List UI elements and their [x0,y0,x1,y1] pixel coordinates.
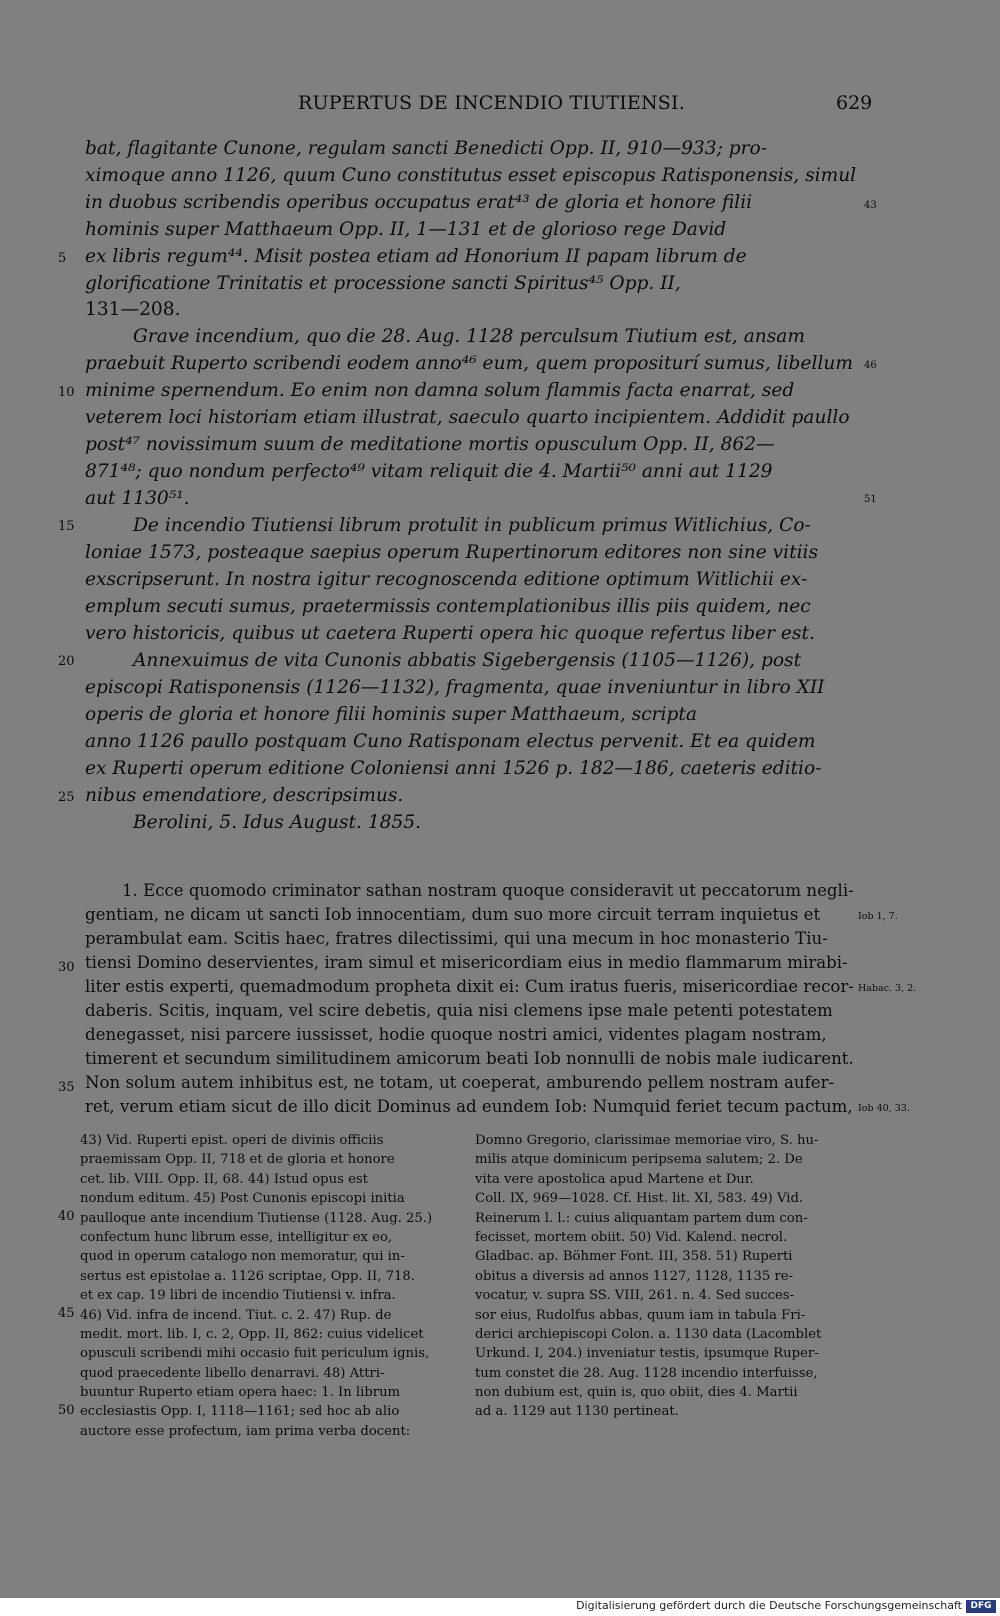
preface-line: 871⁴⁸; quo nondum perfecto⁴⁹ vitam reliquit die 4. Martii⁵⁰ anni aut 1129 [85,461,773,482]
margin-reference: Iob 40, 33. [858,1103,910,1114]
line-number: 15 [58,519,75,534]
text-line: Non solum autem inhibitus est, ne totam, ut coeperat, amburendo pellem nostram aufer- [85,1073,835,1092]
line-number: 35 [58,1080,75,1095]
preface-line: praebuit Ruperto scribendi eodem anno⁴⁶ eum, quem propositurí sumus, libellum [85,353,853,374]
footnote-line: opusculi scribendi mihi occasio fuit periculum ignis, [80,1346,430,1362]
preface-line: aut 1130⁵¹. [85,488,190,509]
footnote-line: praemissam Opp. II, 718 et de gloria et honore [80,1152,395,1168]
page-header [0,92,1000,122]
footnote-line: obitus a diversis ad annos 1127, 1128, 1135 re- [475,1268,794,1284]
footnote-line: derici archiepiscopi Colon. a. 1130 data (Lacomblet [475,1326,822,1342]
text-line: daberis. Scitis, inquam, vel scire debetis, quia nisi clemens ipse male petenti potestatem [85,1001,833,1020]
line-number: 45 [58,1306,75,1321]
preface-line: Grave incendium, quo die 28. Aug. 1128 perculsum Tiutium est, ansam [133,326,806,347]
preface-line: bat, flagitante Cunone, regulam sancti Benedicti Opp. II, 910—933; pro- [85,138,768,159]
preface-line: minime spernendum. Eo enim non damna solum flammis facta enarrat, sed [85,380,795,401]
footnote-line: fecisset, mortem obiit. 50) Vid. Kalend. necrol. [475,1229,788,1245]
line-number: 20 [58,654,75,669]
line-number: 50 [58,1403,75,1418]
footnote-line: 46) Vid. infra de incend. Tiut. c. 2. 47) Rup. de [80,1307,392,1323]
footnote-line: confectum hunc librum esse, intelligitur ex eo, [80,1229,393,1245]
footnote-line: Coll. IX, 969—1028. Cf. Hist. lit. XI, 583. 49) Vid. [475,1191,804,1207]
preface-line: episcopi Ratisponensis (1126—1132), fragmenta, quae inveniuntur in libro XII [85,677,825,698]
footnote-line: tum constet die 28. Aug. 1128 incendio interfuisse, [475,1365,818,1381]
line-number: 40 [58,1209,75,1224]
line-number: 5 [58,251,67,266]
text-line: denegasset, nisi parcere iussisset, hodie quoque nostri amici, videntes plagam nostram, [85,1025,827,1044]
preface-line: glorificatione Trinitatis et processione sancti Spiritus⁴⁵ Opp. II, [85,273,681,294]
preface-line: nibus emendatiore, descripsimus. [85,785,404,806]
footnote-line: buuntur Ruperto etiam opera haec: 1. In librum [80,1385,401,1401]
preface-line: post⁴⁷ novissimum suum de meditatione mortis opusculum Opp. II, 862— [85,434,775,455]
line-number: 30 [58,960,75,975]
footnote-line: Gladbac. ap. Böhmer Font. III, 358. 51) Ruperti [475,1249,793,1265]
preface-line: operis de gloria et honore filii hominis super Matthaeum, scripta [85,704,697,725]
side-number: 46 [864,360,877,371]
text-line: ret, verum etiam sicut de illo dicit Dominus ad eundem Iob: Numquid feriet tecum pactum, [85,1097,853,1116]
page-number: 629 [836,92,873,114]
preface-line: 131—208. [85,299,181,320]
text-line: liter estis experti, quemadmodum propheta dixit ei: Cum iratus fueris, misericordiae recor- [85,977,854,996]
margin-reference: Iob 1, 7. [858,911,898,922]
footnote-line: Reinerum l. l.: cuius aliquantam partem dum con- [475,1210,808,1226]
footnote-line: auctore esse profectum, iam prima verba docent: [80,1423,411,1439]
margin-reference: Habac. 3, 2. [858,983,917,994]
footnote-line: nondum editum. 45) Post Cunonis episcopi initia [80,1191,405,1207]
footnote-line: non dubium est, quin is, quo obiit, dies 4. Martii [475,1385,798,1401]
preface-line: veterem loci historiam etiam illustrat, saeculo quarto incipientem. Addidit paullo [85,407,850,428]
side-number: 51 [864,494,877,505]
footnote-line: Urkund. I, 204.) inveniatur testis, ipsumque Ruper- [475,1346,819,1362]
preface-line: loniae 1573, posteaque saepius operum Rupertinorum editores non sine vitiis [85,542,819,563]
footnote-line: sor eius, Rudolfus abbas, quum iam in tabula Fri- [475,1307,806,1323]
preface-line: anno 1126 paullo postquam Cuno Ratisponam electus pervenit. Et ea quidem [85,731,816,752]
preface-line: De incendio Tiutiensi librum protulit in publicum primus Witlichius, Co- [133,515,811,536]
footnote-line: paulloque ante incendium Tiutiense (1128. Aug. 25.) [80,1210,433,1226]
text-line: perambulat eam. Scitis haec, fratres dilectissimi, qui una mecum in hoc monasterio Tiu- [85,929,828,948]
footnote-line: medit. mort. lib. I, c. 2, Opp. II, 862: cuius videlicet [80,1326,424,1342]
digitization-footer [0,1598,1000,1616]
text-line: gentiam, ne dicam ut sancti Iob innocentiam, dum suo more circuit terram inquietus et [85,905,821,924]
footnote-line: quod in operum catalogo non memoratur, qui in- [80,1249,405,1265]
preface-line: in duobus scribendis operibus occupatus erat⁴³ de gloria et honore filii [85,192,753,213]
footnote-line: sertus est epistolae a. 1126 scriptae, Opp. II, 718. [80,1268,415,1284]
preface-line: hominis super Matthaeum Opp. II, 1—131 et de glorioso rege David [85,219,727,240]
text-line: 1. Ecce quomodo criminator sathan nostram quoque consideravit ut peccatorum negli- [122,881,854,900]
line-number: 10 [58,385,75,400]
text-line: timerent et secundum similitudinem amicorum beati Iob nonnulli de nobis male iudicarent. [85,1049,854,1068]
footnotes-right-column [475,1131,821,1422]
preface-line: ex Ruperti operum editione Coloniensi anni 1526 p. 182—186, caeteris editio- [85,758,822,779]
footnote-line: ad a. 1129 aut 1130 pertineat. [475,1404,679,1420]
footnotes-left-column [80,1131,432,1441]
footnote-line: quod praecedente libello denarravi. 48) Attri- [80,1365,385,1381]
side-number: 43 [864,200,877,211]
preface-line: Berolini, 5. Idus August. 1855. [133,812,422,833]
dfg-logo-icon: DFG [966,1600,996,1613]
running-title: RUPERTUS DE INCENDIO TIUTIENSI. [298,92,685,114]
footnote-line: 43) Vid. Ruperti epist. operi de divinis officiis [80,1133,384,1148]
text-line: tiensi Domino deservientes, iram simul et misericordiam eius in medio flammarum mirabi- [85,953,848,972]
footnote-line: milis atque dominicum peripsema salutem; 2. De [475,1152,803,1168]
line-number: 25 [58,790,75,805]
preface-line: ximoque anno 1126, quum Cuno constitutus esset episcopus Ratisponensis, simul [85,165,857,186]
preface-line: Annexuimus de vita Cunonis abbatis Sigebergensis (1105—1126), post [133,650,802,671]
preface-line: vero historicis, quibus ut caetera Ruperti opera hic quoque refertus liber est. [85,623,815,644]
footnote-line: ecclesiastis Opp. I, 1118—1161; sed hoc ab alio [80,1404,400,1420]
footnote-line: vocatur, v. supra SS. VIII, 261. n. 4. Sed succes- [475,1288,795,1304]
preface-line: emplum secuti sumus, praetermissis contemplationibus illis piis quidem, nec [85,596,811,617]
footnote-line: et ex cap. 19 libri de incendio Tiutiensi v. infra. [80,1288,396,1304]
preface-line: exscripserunt. In nostra igitur recognoscenda editione optimum Witlichii ex- [85,569,808,590]
preface-line: ex libris regum⁴⁴. Misit postea etiam ad Honorium II papam librum de [85,246,747,267]
footer-credit: Digitalisierung gefördert durch die Deutsche Forschungsgemeinschaft [576,1599,962,1612]
footnote-line: Domno Gregorio, clarissimae memoriae viro, S. hu- [475,1133,819,1148]
footnote-line: vita vere apostolica apud Martene et Dur. [475,1171,754,1187]
footnote-line: cet. lib. VIII. Opp. II, 68. 44) Istud opus est [80,1171,368,1187]
